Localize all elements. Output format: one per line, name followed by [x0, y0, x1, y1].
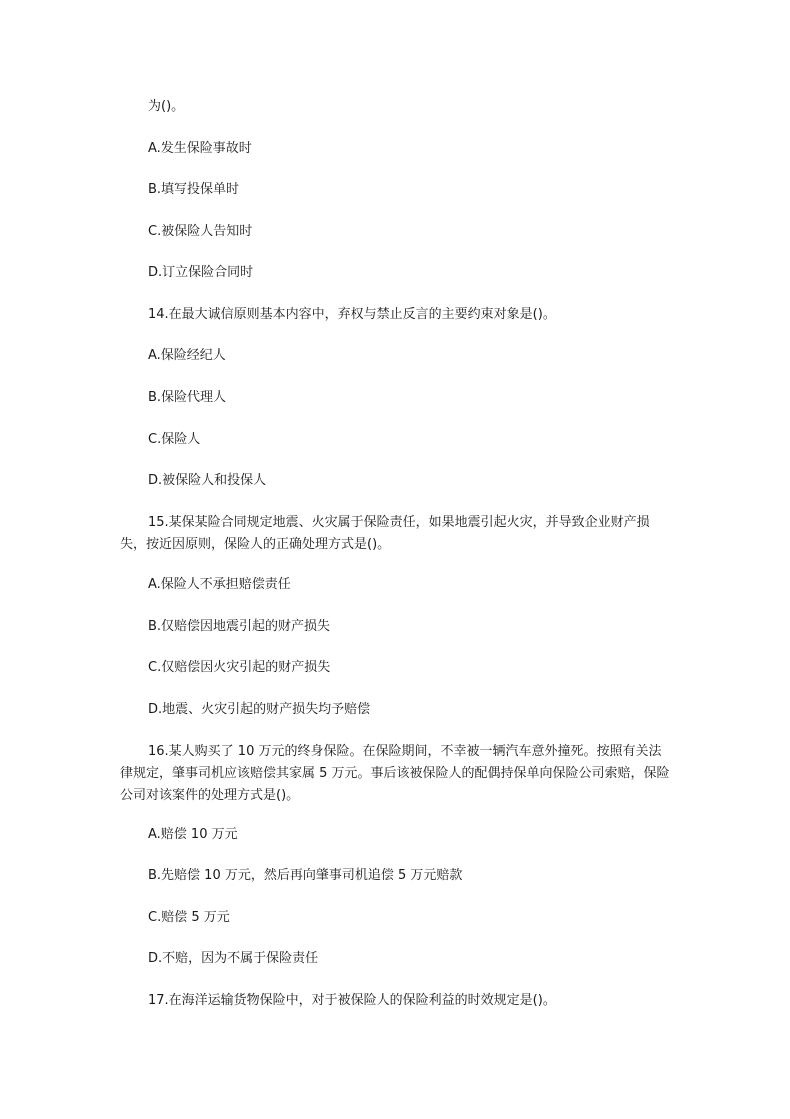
- option-16-a: A.赔偿 10 万元: [148, 827, 238, 842]
- option-14-a: A.保险经纪人: [148, 348, 226, 363]
- option-16-d: D.不赔，因为不属于保险责任: [148, 951, 319, 966]
- option-13-a: A.发生保险事故时: [148, 141, 252, 156]
- option-15-c: C.仅赔偿因火灾引起的财产损失: [148, 660, 331, 675]
- question-13-continuation: 为()。: [148, 99, 185, 114]
- option-13-b: B.填写投保单时: [148, 182, 240, 197]
- option-13-c: C.被保险人告知时: [148, 224, 253, 239]
- question-16: 16.某人购买了 10 万元的终身保险。在保险期间，不幸被一辆汽车意外撞死。按照有关法律规定，肇事司机应该赔偿其家属 5 万元。事后该被保险人的配偶持保单向保险公司索赔，保险公司对该案件的处理方式是()。: [120, 744, 670, 803]
- option-15-a: A.保险人不承担赔偿责任: [148, 577, 291, 592]
- question-15: 15.某保某险合同规定地震、火灾属于保险责任，如果地震引起火灾，并导致企业财产损失，按近因原则，保险人的正确处理方式是()。: [120, 515, 650, 552]
- option-13-d: D.订立保险合同时: [148, 265, 254, 280]
- option-14-c: C.保险人: [148, 432, 201, 447]
- option-15-d: D.地震、火灾引起的财产损失均予赔偿: [148, 702, 371, 717]
- option-15-b: B.仅赔偿因地震引起的财产损失: [148, 619, 331, 634]
- option-16-b: B.先赔偿 10 万元，然后再向肇事司机追偿 5 万元赔款: [148, 868, 463, 883]
- option-16-c: C.赔偿 5 万元: [148, 910, 230, 925]
- option-14-b: B.保险代理人: [148, 390, 227, 405]
- option-14-d: D.被保险人和投保人: [148, 473, 267, 488]
- question-17: 17.在海洋运输货物保险中，对于被保险人的保险利益的时效规定是()。: [148, 993, 556, 1008]
- question-14: 14.在最大诚信原则基本内容中，弃权与禁止反言的主要约束对象是()。: [148, 307, 556, 322]
